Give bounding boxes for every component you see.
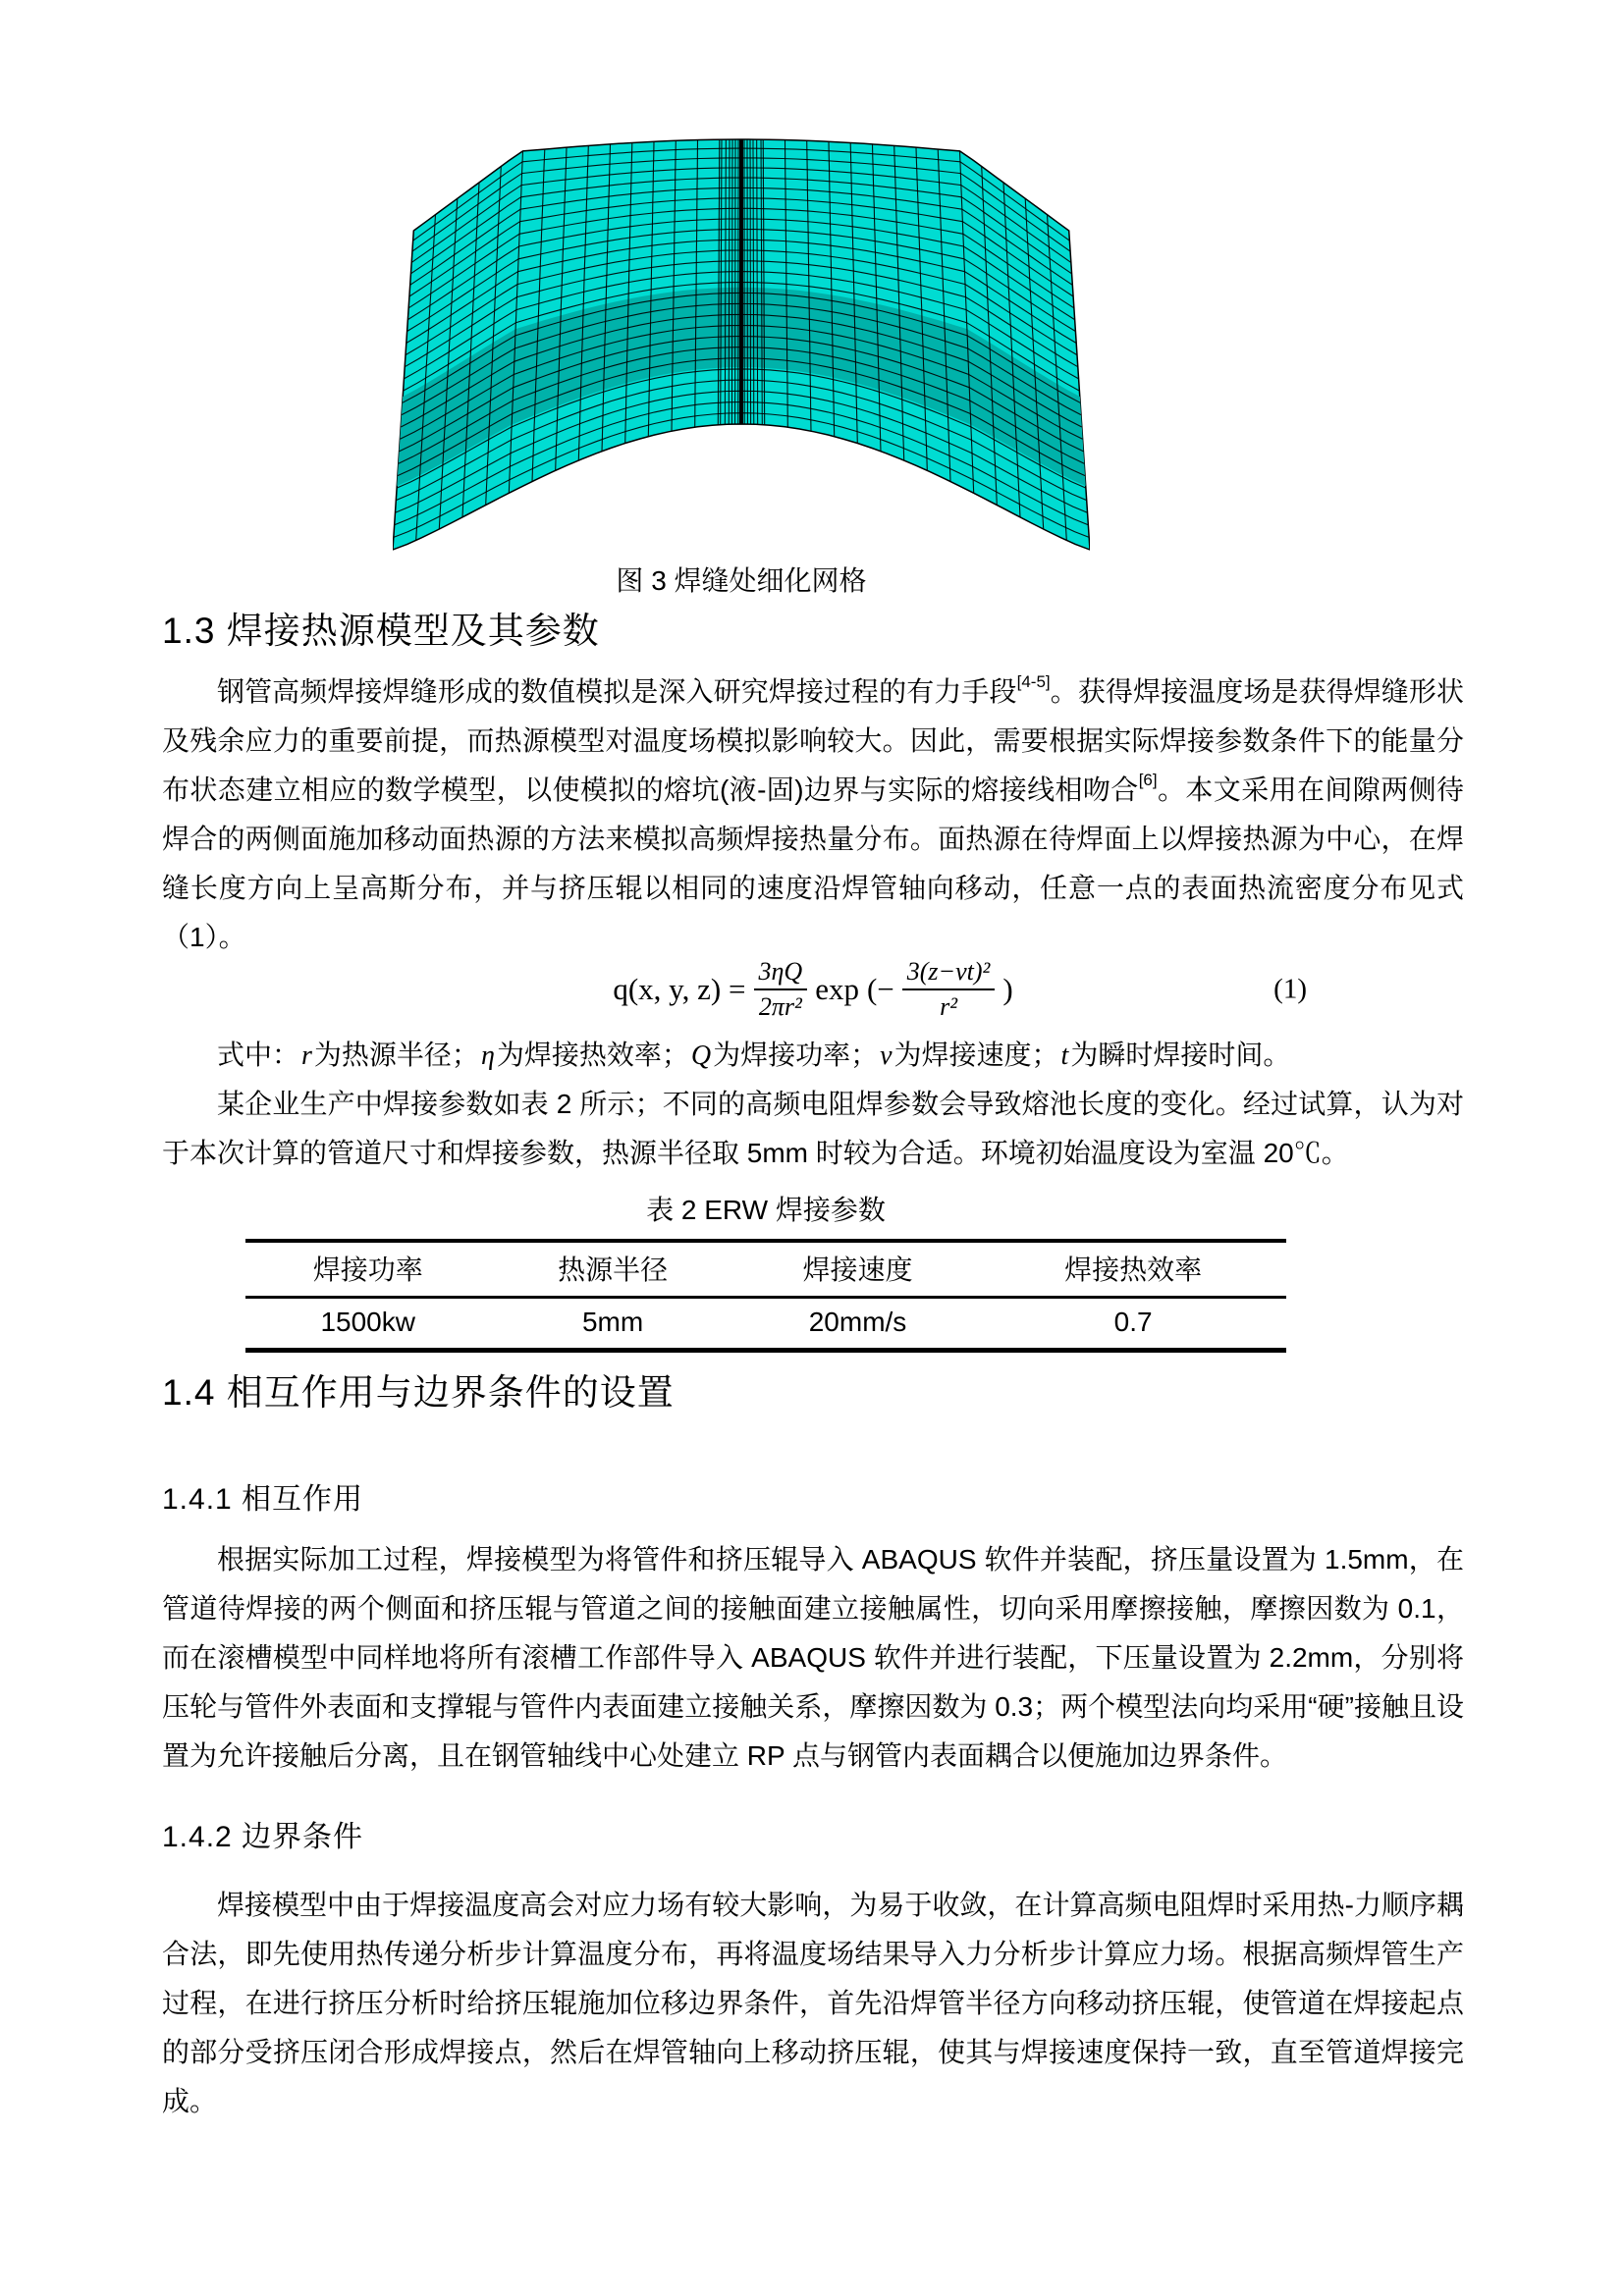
- table-cell-heat-source-radius: 5mm: [581, 1307, 644, 1337]
- var-eta: η: [480, 1041, 495, 1071]
- paragraph-2: 某企业生产中焊接参数如表 2 所示；不同的高频电阻焊参数会导致熔池长度的变化。经过试算，认为对于本次计算的管道尺寸和焊接参数，热源半径取 5mm 时较为合适。环境初始温度设为室温 20℃。: [162, 1089, 1464, 1168]
- var-t: t: [1060, 1041, 1069, 1071]
- section-heading-1-4-2: 1.4.2 边界条件: [162, 1821, 364, 1853]
- where-text: 式中：: [217, 1040, 300, 1070]
- table-header-row: [245, 1241, 1286, 1298]
- equation-fraction-1: [754, 957, 808, 1022]
- var-r: r: [301, 1041, 312, 1071]
- mesh-image: [393, 137, 1090, 555]
- var-q: Q: [690, 1041, 712, 1071]
- section-heading-1-3: 1.3 焊接热源模型及其参数: [162, 611, 600, 651]
- citation-6: [6]: [1138, 771, 1158, 789]
- figure-caption: 图 3 焊缝处细化网格: [616, 565, 867, 596]
- paragraph-3: 根据实际加工过程，焊接模型为将管件和挤压辊导入 ABAQUS 软件并装配，挤压量设置为 1.5mm，在管道待焊接的两个侧面和挤压辊与管道之间的接触面建立接触属性，切向采用摩擦接触，摩擦因数为 0.1，而在滚槽模型中同样地将所有滚槽工作部件导入 ABAQUS 软件并进行装配，下压量设置为 2.2mm，分别将压轮与管件外表面和支撑辊与管件内表面建立接触关系，摩擦因数为 0.3；两个模型法向均采用“硬”接触且设置为允许接触后分离，且在钢管轴线中心处建立 RP 点与钢管内表面耦合以便施加边界条件。: [162, 1544, 1464, 1771]
- equation-number: (1): [1273, 973, 1307, 1005]
- citation-4-5: [4-5]: [1016, 672, 1051, 691]
- table-header-weld-power: 焊接功率: [245, 1241, 490, 1298]
- equation-lhs: q(x, y, z) =: [613, 972, 746, 1006]
- table-header-weld-speed: 焊接速度: [735, 1241, 980, 1298]
- table-caption: 表 2 ERW 焊接参数: [646, 1195, 886, 1225]
- equation-exp-operator: exp: [815, 972, 859, 1006]
- paragraph-1: [162, 667, 1464, 962]
- equation-close-paren: ): [1002, 972, 1013, 1006]
- table-header-heat-source-radius: 热源半径: [490, 1241, 734, 1298]
- paragraph-1-text-a: 钢管高频焊接焊缝形成的数值模拟是深入研究焊接过程的有力手段: [217, 676, 1017, 707]
- equation-where-line: [162, 1031, 1464, 1081]
- equation-open-paren: (−: [866, 972, 894, 1006]
- where-text: 为焊接热效率；: [496, 1040, 689, 1070]
- table-header-thermal-efficiency: 焊接热效率: [980, 1241, 1286, 1298]
- parameters-table: [245, 1239, 1286, 1353]
- table-cell-weld-power: 1500kw: [320, 1307, 415, 1337]
- section-heading-1-4: 1.4 相互作用与边界条件的设置: [162, 1372, 675, 1413]
- where-text: 为焊接速度；: [893, 1040, 1059, 1070]
- equation-frac2-denominator: r²: [940, 992, 957, 1021]
- equation-fraction-2: [902, 957, 996, 1022]
- where-text: 为焊接功率；: [713, 1040, 879, 1070]
- equation-frac1-numerator: 3ηQ: [754, 957, 808, 990]
- equation-body: [613, 957, 1012, 1022]
- table-cell-thermal-efficiency: 0.7: [1113, 1307, 1153, 1337]
- where-text: 为热源半径；: [313, 1040, 479, 1070]
- equation-frac1-denominator: 2πr²: [758, 992, 802, 1021]
- equation-1: [162, 954, 1464, 1025]
- section-heading-1-4-1: 1.4.1 相互作用: [162, 1483, 364, 1516]
- var-v: v: [880, 1041, 893, 1071]
- paragraph-1-text-c: 。本文采用在间隙两侧待焊合的两侧面施加移动面热源的方法来模拟高频焊接热量分布。面热源在待焊面上以焊接热源为中心，在焊缝长度方向上呈高斯分布，并与挤压辊以相同的速度沿焊管轴向移动，任意一点的表面热流密度分布见式（1）。: [162, 774, 1464, 952]
- equation-frac2-numerator: 3(z−vt)²: [902, 957, 996, 990]
- table-row: [245, 1298, 1286, 1351]
- paragraph-4: 焊接模型中由于焊接温度高会对应力场有较大影响，为易于收敛，在计算高频电阻焊时采用热-力顺序耦合法，即先使用热传递分析步计算温度分布，再将温度场结果导入力分析步计算应力场。根据高频焊管生产过程，在进行挤压分析时给挤压辊施加位移边界条件，首先沿焊管半径方向移动挤压辊，使管道在焊接起点的部分受挤压闭合形成焊接点，然后在焊管轴向上移动挤压辊，使其与焊接速度保持一致，直至管道焊接完成。: [162, 1890, 1464, 2116]
- figure-mesh: [393, 137, 1090, 555]
- paragraph-1-text-b: 。获得焊接温度场是获得焊缝形状及残余应力的重要前提，而热源模型对温度场模拟影响较大。因此，需要根据实际焊接参数条件下的能量分布状态建立相应的数学模型，以使模拟的熔坑(液-固)边界与实际的熔接线相吻合: [162, 676, 1464, 805]
- where-text: 为瞬时焊接时间。: [1070, 1040, 1291, 1070]
- table-cell-weld-speed: 20mm/s: [808, 1307, 907, 1337]
